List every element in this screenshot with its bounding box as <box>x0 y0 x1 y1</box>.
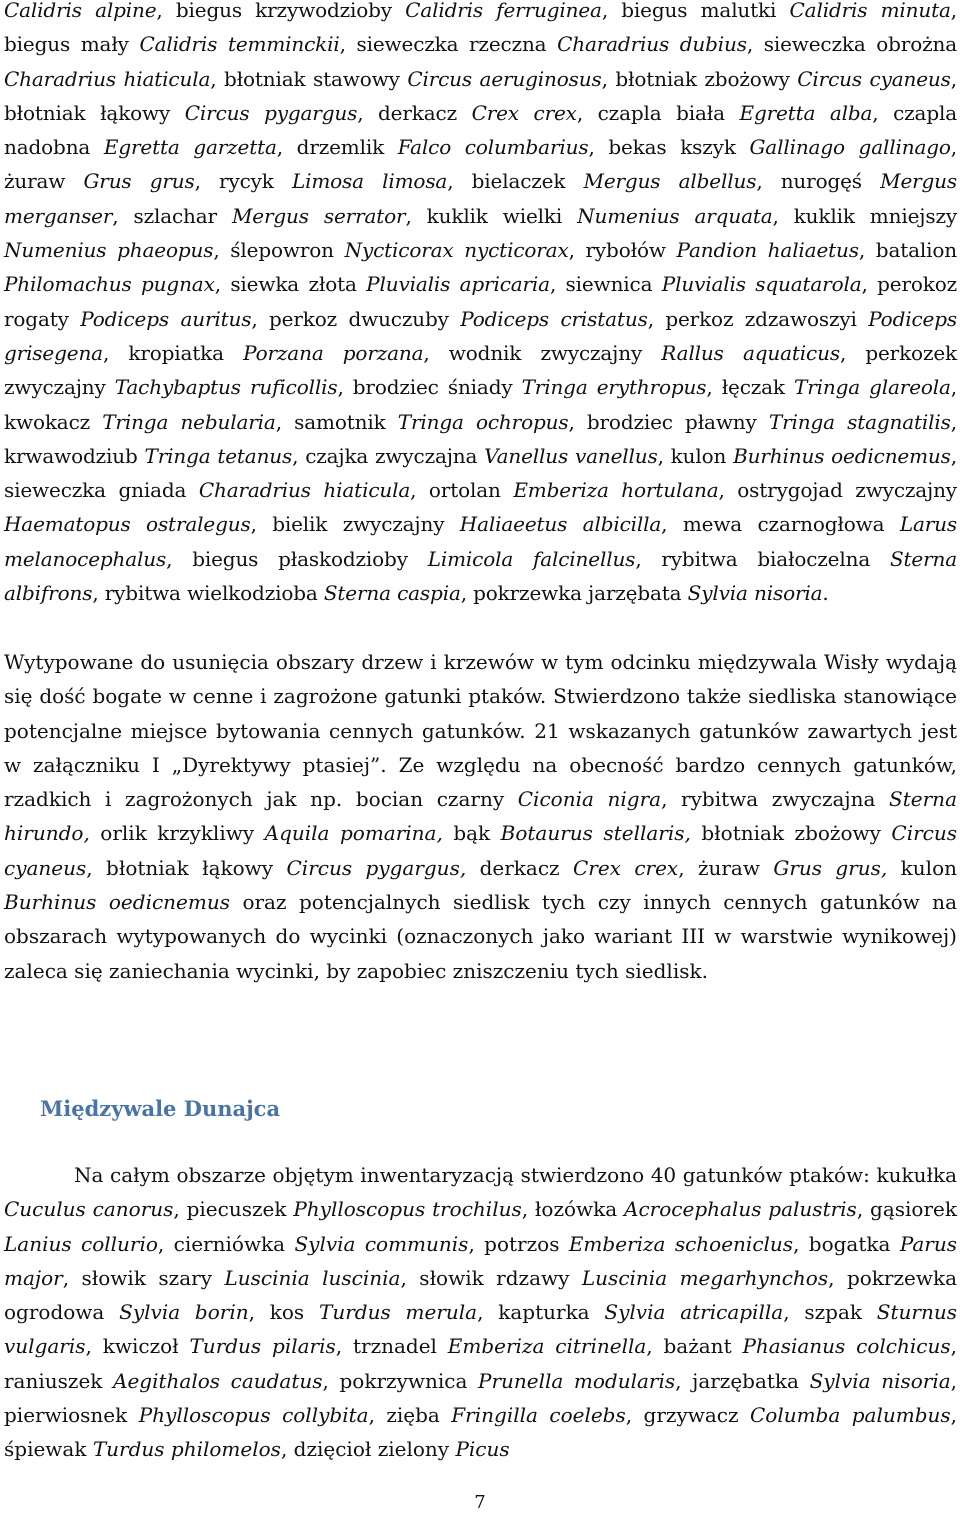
text-run: , pokrzewka ogrodowa <box>4 1265 958 1325</box>
species-latin-name: Sylvia communis <box>294 1231 469 1256</box>
dunajec-species-paragraph <box>4 1158 957 1467</box>
text-run: , batalion <box>858 238 958 263</box>
species-latin-name: Emberiza schoeniclus <box>568 1231 794 1256</box>
text-run: , łozówka <box>521 1197 625 1222</box>
text-run: , żuraw <box>4 135 957 194</box>
species-latin-name: Crex crex <box>471 100 577 125</box>
species-latin-name: Haliaeetus albicilla <box>459 512 662 537</box>
species-latin-name: Charadrius hiaticula <box>198 478 411 503</box>
text-run: , kwokacz <box>4 375 958 434</box>
species-latin-name: Vanellus vanellus <box>484 443 658 468</box>
species-latin-name: Podiceps auritus <box>80 306 252 331</box>
text-run: , błotniak łąkowy <box>4 66 957 125</box>
species-latin-name: Charadrius hiaticula <box>4 66 211 91</box>
species-latin-name: Philomachus pugnax <box>4 272 215 297</box>
species-latin-name: Podiceps cristatus <box>460 306 648 331</box>
species-latin-name: Lanius collurio <box>4 1231 158 1256</box>
text-run: , rybitwa zwyczajna <box>661 787 890 812</box>
text-run: , derkacz <box>357 100 472 125</box>
species-latin-name: Sterna caspia <box>323 581 461 606</box>
text-run: , perkoz dwuczuby <box>251 306 461 331</box>
species-latin-name: Parus major <box>4 1231 957 1290</box>
species-latin-name: Tringa tetanus <box>144 443 293 468</box>
text-run: , rybołów <box>568 238 677 263</box>
text-run: , ortolan <box>410 478 514 503</box>
species-latin-name: Sterna albifrons <box>4 546 957 606</box>
species-latin-name: Phylloscopus trochilus <box>293 1197 522 1222</box>
text-run: , rycyk <box>194 169 292 194</box>
species-latin-name: Sylvia atricapilla <box>604 1300 784 1325</box>
text-run: , perkoz zdzawoszyi <box>647 306 869 331</box>
species-latin-name: Luscinia luscinia <box>224 1265 401 1290</box>
species-latin-name: Burhinus oedicnemus <box>4 890 230 915</box>
species-latin-name: Falco columbarius <box>397 135 589 160</box>
species-latin-name: Sturnus vulgaris <box>4 1300 957 1359</box>
text-run: Na całym obszarze objętym inwentaryzacją stwierdzono 40 gatunków ptaków: kukułka <box>74 1163 957 1187</box>
species-latin-name: Numenius arquata <box>577 203 773 228</box>
text-run: , perkozek zwyczajny <box>4 340 957 400</box>
text-run: , bogatka <box>793 1231 900 1256</box>
species-latin-name: Tringa glareola <box>794 375 951 400</box>
text-run: , łęczak <box>706 375 794 400</box>
species-latin-name: Aquila pomarina, <box>264 821 443 846</box>
text-run: błotniak zbożowy <box>690 821 892 846</box>
species-latin-name: Calidris temminckii <box>139 32 340 57</box>
text-run: , czajka zwyczajna <box>292 443 485 468</box>
species-latin-name: Tringa ochropus <box>397 409 569 434</box>
species-latin-name: Circus cyaneus <box>4 821 958 880</box>
text-run: , gąsiorek <box>856 1197 957 1222</box>
species-latin-name: Egretta alba <box>739 100 873 125</box>
species-latin-name: Circus cyaneus <box>797 66 951 91</box>
species-latin-name: Phasianus colchicus <box>742 1334 951 1359</box>
text-run: , rybitwa wielkodzioba <box>92 581 324 606</box>
section-heading: Międzywale Dunajca <box>40 1096 281 1121</box>
species-latin-name: Pluvialis apricaria <box>366 272 550 297</box>
text-run: , czapla nadobna <box>4 100 957 160</box>
species-latin-name: Sylvia borin <box>119 1300 249 1325</box>
species-latin-name: Turdus philomelos <box>92 1437 281 1462</box>
text-run: , kulon <box>657 443 734 468</box>
text-run: , bażant <box>646 1334 743 1359</box>
species-latin-name: Botaurus stellaris, <box>500 821 691 846</box>
species-latin-name: Calidris minuta <box>789 0 951 22</box>
text-run: , samotnik <box>275 409 398 434</box>
text-run: , zięba <box>368 1403 452 1428</box>
species-latin-name: Pandion haliaetus <box>676 238 859 263</box>
species-latin-name: Grus grus <box>83 169 195 194</box>
species-latin-name: Cuculus canorus <box>4 1197 174 1222</box>
species-latin-name: Circus aeruginosus <box>407 66 602 91</box>
text-run: , mewa czarnogłowa <box>661 512 900 537</box>
text-run: , szlachar <box>112 203 232 228</box>
text-run: , ślepowron <box>213 238 345 263</box>
species-latin-name: Limicola falcinellus <box>427 546 636 571</box>
species-latin-name: Fringilla coelebs <box>451 1403 626 1428</box>
text-run: , kwiczoł <box>85 1334 190 1359</box>
text-run: , sieweczka obrożna <box>746 32 957 57</box>
species-latin-name: Phylloscopus collybita <box>138 1403 369 1428</box>
text-run: , drzemlik <box>276 135 398 160</box>
text-run: , błotniak stawowy <box>210 66 408 91</box>
species-latin-name: Mergus serrator <box>231 203 406 228</box>
text-run: , słowik rdzawy <box>400 1265 582 1290</box>
text-run: , piecuszek <box>173 1197 294 1222</box>
species-latin-name: Turdus pilaris <box>189 1334 336 1359</box>
text-run: , bekas kszyk <box>588 135 750 160</box>
species-latin-name: Tachybaptus ruficollis <box>114 375 338 400</box>
species-latin-name: Podiceps grisegena <box>4 306 957 365</box>
species-latin-name: Tringa erythropus <box>521 375 707 400</box>
text-run: , błotniak łąkowy <box>86 855 287 880</box>
species-latin-name: Sylvia nisoria <box>809 1368 951 1393</box>
text-run: , raniuszek <box>4 1334 957 1393</box>
text-run: , kapturka <box>477 1300 605 1325</box>
species-latin-name: Egretta garzetta <box>103 135 277 160</box>
text-run: , siewnica <box>549 272 662 297</box>
species-latin-name: Ciconia nigra <box>517 787 662 812</box>
species-latin-name: Turdus merula <box>319 1300 478 1325</box>
text-run: , nurogęś <box>756 169 881 194</box>
species-latin-name: Burhinus oedicnemus <box>733 443 951 468</box>
species-latin-name: Haematopus ostralegus <box>4 512 251 537</box>
page-number: 7 <box>474 1492 486 1513</box>
species-latin-name: Calidris alpine <box>4 0 157 22</box>
text-run: , biegus mały <box>4 0 957 57</box>
species-list-paragraph <box>4 0 957 610</box>
text-run: , biegus płaskodzioby <box>166 546 428 571</box>
text-run: , czapla biała <box>576 100 740 125</box>
species-latin-name: Aegithalos caudatus <box>113 1368 323 1393</box>
species-latin-name: Mergus merganser <box>4 169 958 228</box>
text-run: , bielaczek <box>447 169 584 194</box>
species-latin-name: Limosa limosa <box>291 169 448 194</box>
text-run: , dzięcioł zielony <box>280 1437 456 1462</box>
text-run: , żuraw <box>678 855 774 880</box>
text-run: , bielik zwyczajny <box>250 512 460 537</box>
species-latin-name: Charadrius dubius <box>557 32 747 57</box>
species-latin-name: Columba palumbus <box>749 1403 951 1428</box>
text-run: oraz potencjalnych siedlisk tych czy innych cennych gatunków na obszarach wytypowanych do wycinki (oznaczonych jako wariant III w warstwie wynikowej) zaleca się zaniechania wycinki, by zapobiec zniszczeniu tych siedlisk. <box>4 890 957 983</box>
text-run: orlik krzykliwy <box>89 821 265 846</box>
species-latin-name: Acrocephalus palustris <box>624 1197 857 1222</box>
species-latin-name: Circus pygargus, <box>286 855 467 880</box>
text-run: derkacz <box>466 855 573 880</box>
text-run: bąk <box>442 821 501 846</box>
species-latin-name: Nycticorax nycticorax <box>344 238 569 263</box>
text-run: , trznadel <box>335 1334 448 1359</box>
species-latin-name: Calidris ferruginea <box>405 0 602 22</box>
species-latin-name: Pluvialis squatarola <box>661 272 862 297</box>
species-latin-name: Grus grus, <box>773 855 888 880</box>
text-run: , kuklik wielki <box>405 203 578 228</box>
text-run: Wytypowane do usunięcia obszary drzew i krzewów w tym odcinku międzywala Wisły wydają się dość bogate w cenne i zagrożone gatunki ptaków. Stwierdzono także siedliska stanowiące potencjalne miejsce bytowania cennych gatunków. 21 wskazanych gatunków zawartych jest w załączniku I „Dyrektywy ptasiej”. Ze względu na obecność bardzo cennych gatunków, rzadkich i zagrożonych jak np. bocian czarny <box>4 650 957 812</box>
text-run: , śpiewak <box>4 1403 957 1462</box>
text-run: , biegus malutki <box>601 0 790 22</box>
recommendation-paragraph <box>4 645 957 988</box>
text-run: , sieweczka gniada <box>4 443 957 503</box>
text-run: , brodziec pławny <box>568 409 769 434</box>
text-run: , kos <box>248 1300 319 1325</box>
text-run: , ostrygojad zwyczajny <box>718 478 957 503</box>
text-run: , pokrzywnica <box>322 1368 478 1393</box>
text-run: , błotniak zbożowy <box>601 66 798 91</box>
species-latin-name: Numenius phaeopus <box>4 238 214 263</box>
text-run: , grzywacz <box>625 1403 750 1428</box>
text-run: , brodziec śniady <box>337 375 522 400</box>
species-latin-name: Gallinago gallinago <box>749 135 951 160</box>
text-run: , potrzos <box>468 1231 569 1256</box>
text-run: , kropiatka <box>102 340 244 365</box>
species-latin-name: Circus pygargus <box>184 100 358 125</box>
species-latin-name: Emberiza hortulana <box>513 478 719 503</box>
text-run: , pokrzewka jarzębata <box>460 581 688 606</box>
species-latin-name: Sylvia nisoria <box>687 581 823 606</box>
text-run: kulon <box>887 855 958 880</box>
species-latin-name: Luscinia megarhynchos <box>581 1265 829 1290</box>
species-latin-name: Prunella modularis <box>477 1368 676 1393</box>
text-run: . <box>822 581 829 606</box>
species-latin-name: Porzana porzana <box>243 340 424 365</box>
text-run: , pierwiosnek <box>4 1368 958 1428</box>
species-latin-name: Sterna hirundo, <box>4 787 957 846</box>
species-latin-name: Rallus aquaticus <box>661 340 840 365</box>
text-run: , kuklik mniejszy <box>772 203 957 228</box>
text-run: , sieweczka rzeczna <box>339 32 558 57</box>
text-run: , rybitwa białoczelna <box>635 546 890 571</box>
text-run: , szpak <box>783 1300 877 1325</box>
species-latin-name: Larus melanocephalus <box>4 512 957 571</box>
text-run: , biegus krzywodzioby <box>156 0 406 22</box>
text-run: , perokoz rogaty <box>4 272 957 331</box>
text-run: , słowik szary <box>62 1265 225 1290</box>
text-run: , cierniówka <box>157 1231 295 1256</box>
species-latin-name: Emberiza citrinella <box>447 1334 647 1359</box>
species-latin-name: Tringa nebularia <box>102 409 276 434</box>
species-latin-name: Picus <box>455 1437 510 1462</box>
text-run: , jarzębatka <box>675 1368 810 1393</box>
species-latin-name: Tringa stagnatilis <box>768 409 951 434</box>
text-run: , wodnik zwyczajny <box>423 340 662 365</box>
text-run: , siewka złota <box>214 272 367 297</box>
species-latin-name: Mergus albellus <box>583 169 757 194</box>
species-latin-name: Crex crex <box>572 855 679 880</box>
text-run: , krwawodziub <box>4 409 957 468</box>
